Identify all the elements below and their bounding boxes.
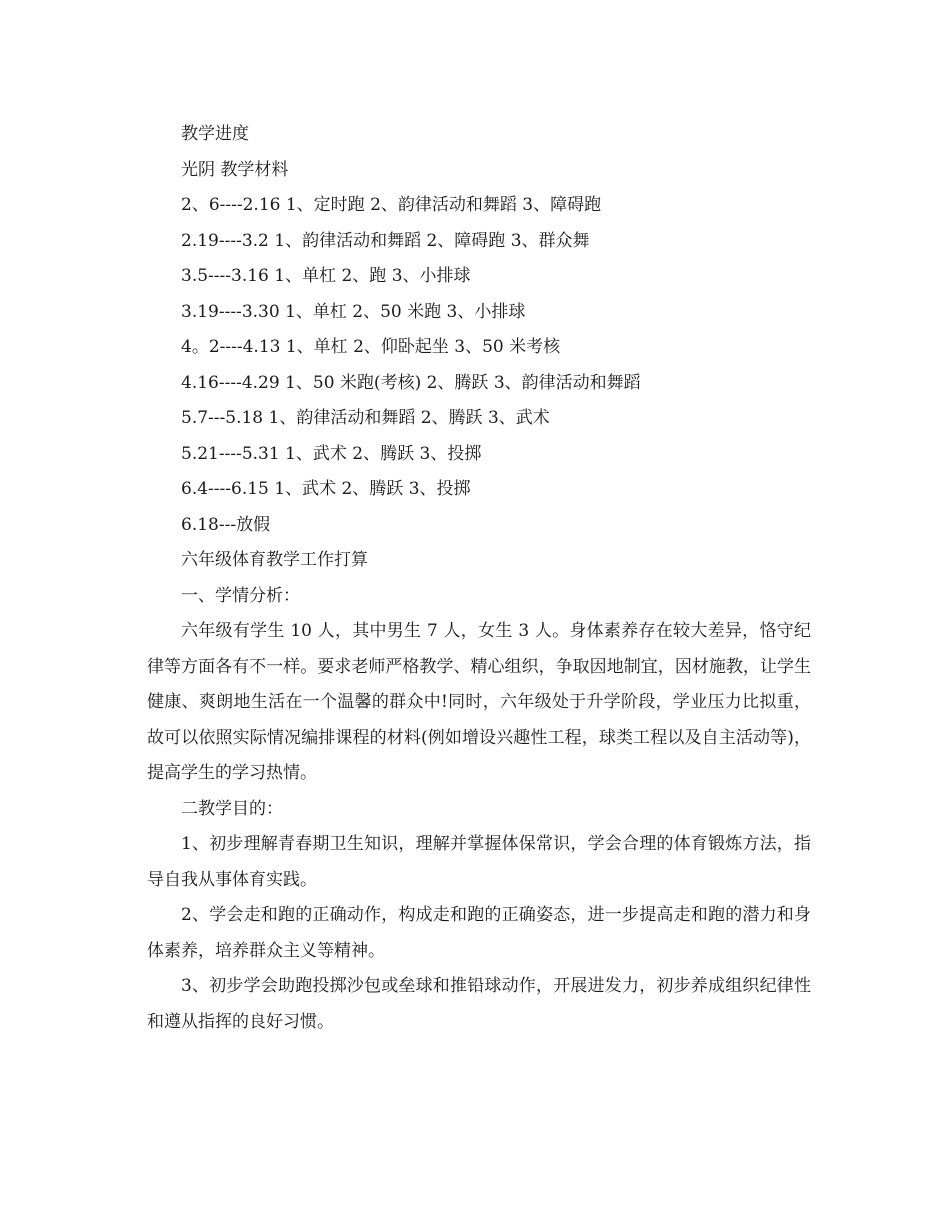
section1-paragraph: 六年级有学生 10 人，其中男生 7 人，女生 3 人。身体素养存在较大差异，恪守纪律等方面各有不一样。要求老师严格教学、精心组织，争取因地制宜，因材施教，让学生健康、爽朗地生活在一个温馨的群众中!同时，六年级处于升学阶段，学业压力比拟重，故可以依照实际情况编排课程的材料(例如增设兴趣性工程，球类工程以及自主活动等)，提高学生的学习热情。 [147, 621, 811, 783]
goal-paragraph: 1、初步理解青春期卫生知识，理解并掌握体保常识，学会合理的体育锻炼方法，指导自我从事体育实践。 [147, 834, 811, 890]
schedule-row: 6.18---放假 [181, 514, 271, 535]
plan-title: 六年级体育教学工作打算 [181, 550, 368, 570]
schedule-row: 4.16----4.29 1、50 米跑(考核) 2、腾跃 3、韵律活动和舞蹈 [181, 372, 641, 393]
schedule-row: 4。2----4.13 1、单杠 2、仰卧起坐 3、50 米考核 [181, 337, 561, 357]
goal-paragraph: 2、学会走和跑的正确动作，构成走和跑的正确姿态，进一步提高走和跑的潜力和身体素养，培养群众主义等精神。 [147, 905, 811, 961]
schedule-row: 5.7---5.18 1、韵律活动和舞蹈 2、腾跃 3、武术 [181, 408, 550, 428]
schedule-row: 2、6----2.16 1、定时跑 2、韵律活动和舞蹈 3、障碍跑 [181, 195, 602, 215]
schedule-row: 5.21----5.31 1、武术 2、腾跃 3、投掷 [181, 443, 482, 464]
page-body [147, 117, 811, 1040]
schedule-heading: 教学进度 [181, 124, 249, 144]
schedule-row: 6.4----6.15 1、武术 2、腾跃 3、投掷 [181, 479, 471, 499]
goal-paragraph: 3、初步学会助跑投掷沙包或垒球和推铅球动作，开展进发力，初步养成组织纪律性和遵从指挥的良好习惯。 [147, 976, 811, 1032]
section2-heading: 二教学目的： [181, 798, 283, 819]
schedule-row: 3.19----3.30 1、单杠 2、50 米跑 3、小排球 [181, 301, 526, 322]
section1-heading: 一、学情分析： [181, 585, 300, 606]
schedule-columns: 光阴 教学材料 [181, 159, 289, 180]
schedule-row: 3.5----3.16 1、单杠 2、跑 3、小排球 [181, 266, 471, 286]
schedule-row: 2.19----3.2 1、韵律活动和舞蹈 2、障碍跑 3、群众舞 [181, 230, 590, 251]
